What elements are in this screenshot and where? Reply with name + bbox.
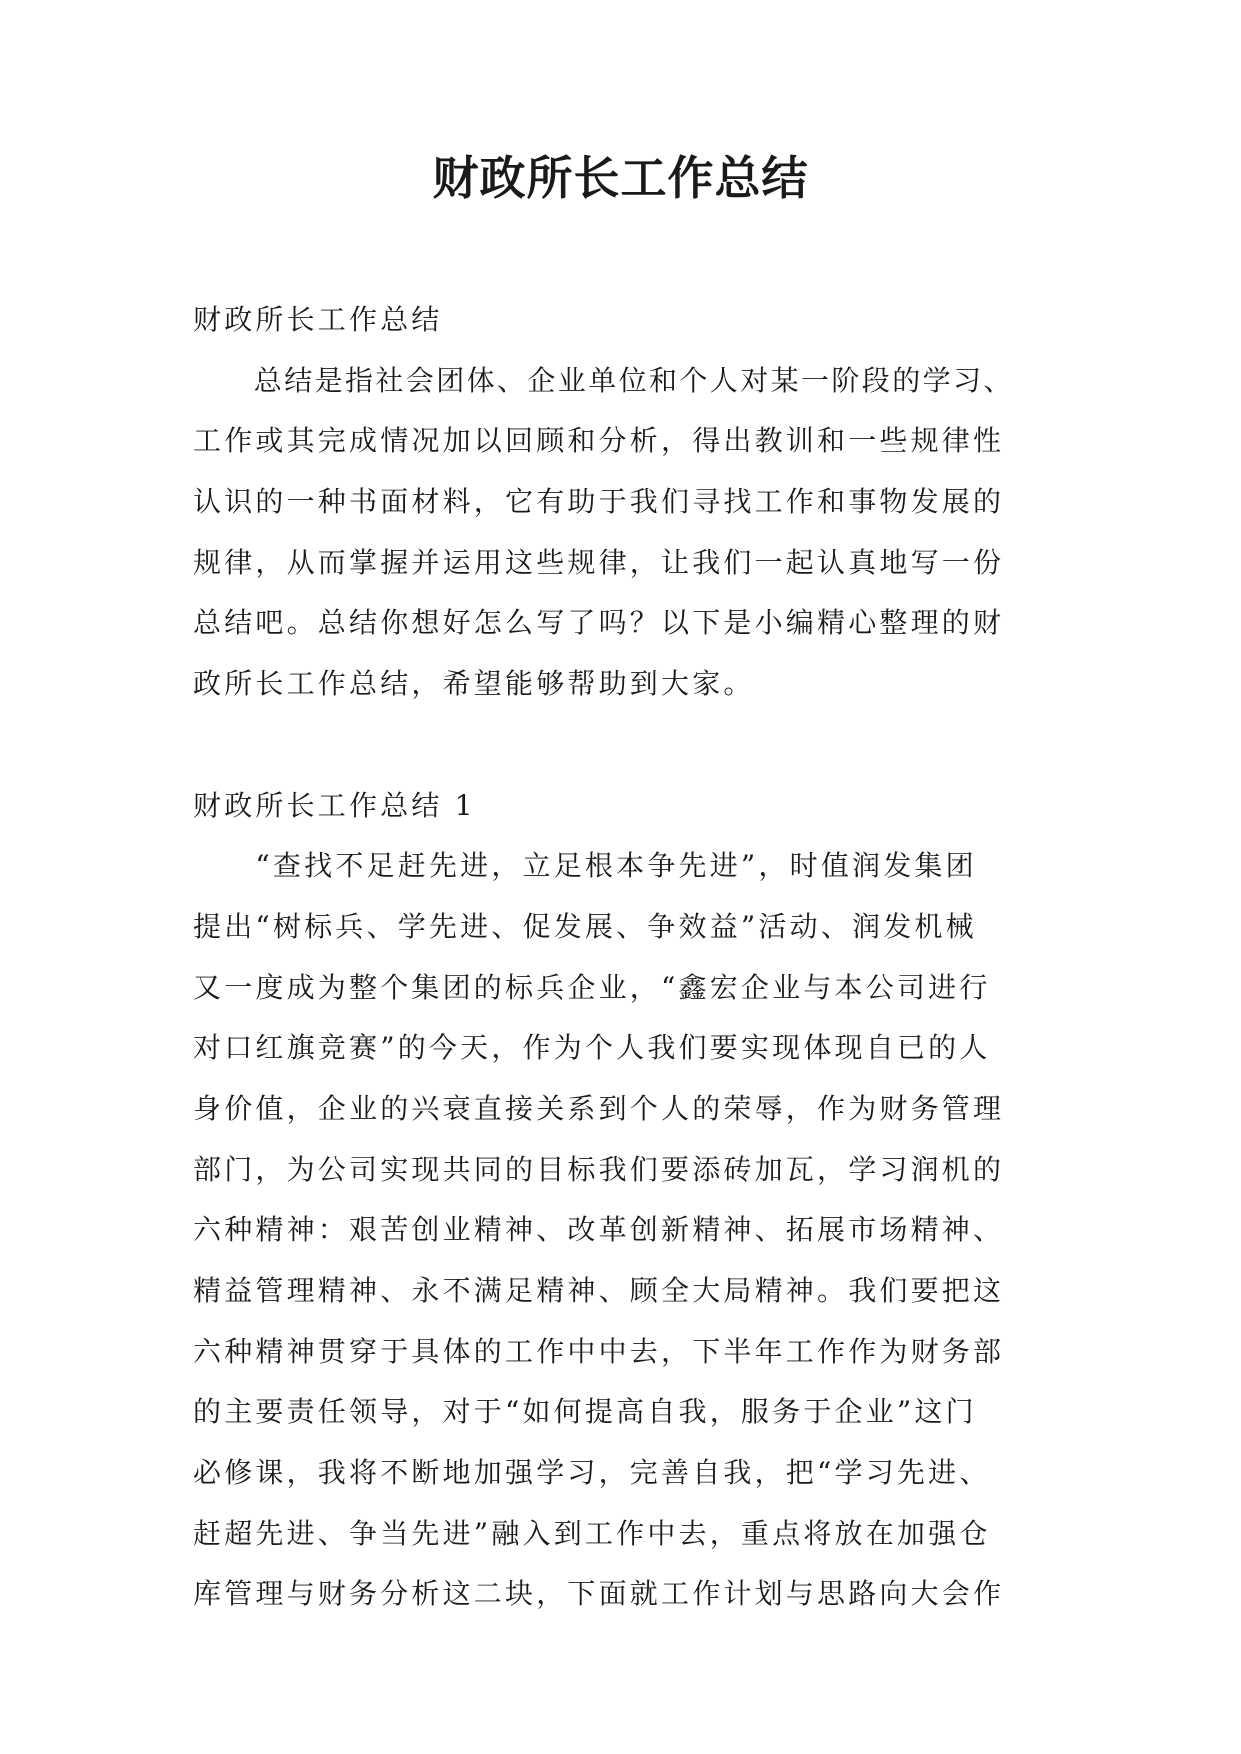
intro-paragraph-line: 规律，从而掌握并运用这些规律，让我们一起认真地写一份 — [193, 545, 1005, 579]
intro-heading: 财政所长工作总结 — [193, 303, 443, 336]
intro-paragraph-line: 政所长工作总结，希望能够帮助到大家。 — [193, 667, 755, 701]
section-paragraph-line: 身价值，企业的兴衰直接关系到个人的荣辱，作为财务管理 — [193, 1091, 1005, 1125]
document-title: 财政所长工作总结 — [432, 151, 809, 205]
section-paragraph-line: 库管理与财务分析这二块，下面就工作计划与思路向大会作 — [193, 1577, 1005, 1611]
section-paragraph-line: 对口红旗竞赛”的今天，作为个人我们要实现体现自已的人 — [193, 1031, 991, 1065]
section-paragraph-line: 必修课，我将不断地加强学习，完善自我，把“学习先进、 — [193, 1456, 991, 1490]
section-paragraph-line: “查找不足赶先进，立足根本争先进”，时值润发集团 — [193, 849, 977, 883]
section-paragraph-line: 部门，为公司实现共同的目标我们要添砖加瓦，学习润机的 — [193, 1152, 1005, 1186]
intro-paragraph-line: 总结是指社会团体、企业单位和个人对某一阶段的学习、 — [193, 363, 1014, 397]
section-paragraph-line: 六种精神贯穿于具体的工作中中去，下半年工作作为财务部 — [193, 1334, 1005, 1368]
section-paragraph-line: 提出“树标兵、学先进、促发展、争效益”活动、润发机械 — [193, 909, 977, 943]
intro-paragraph-line: 工作或其完成情况加以回顾和分析，得出教训和一些规律性 — [193, 424, 1005, 458]
paragraph-spacer — [193, 715, 1053, 776]
intro-paragraph-line: 总结吧。总结你想好怎么写了吗？以下是小编精心整理的财 — [193, 606, 1005, 640]
document-body — [193, 290, 1053, 1625]
section-paragraph-line: 赶超先进、争当先进”融入到工作中去，重点将放在加强仓 — [193, 1516, 991, 1550]
section-heading: 财政所长工作总结 1 — [193, 788, 476, 822]
section-paragraph-line: 六种精神：艰苦创业精神、改革创新精神、拓展市场精神、 — [193, 1213, 1005, 1247]
section-paragraph-line: 精益管理精神、永不满足精神、顾全大局精神。我们要把这 — [193, 1274, 1005, 1307]
section-paragraph-line: 又一度成为整个集团的标兵企业，“鑫宏企业与本公司进行 — [193, 970, 991, 1004]
intro-paragraph-line: 认识的一种书面材料，它有助于我们寻找工作和事物发展的 — [193, 485, 1005, 519]
section-paragraph-line: 的主要责任领导，对于“如何提高自我，服务于企业”这门 — [193, 1395, 977, 1429]
